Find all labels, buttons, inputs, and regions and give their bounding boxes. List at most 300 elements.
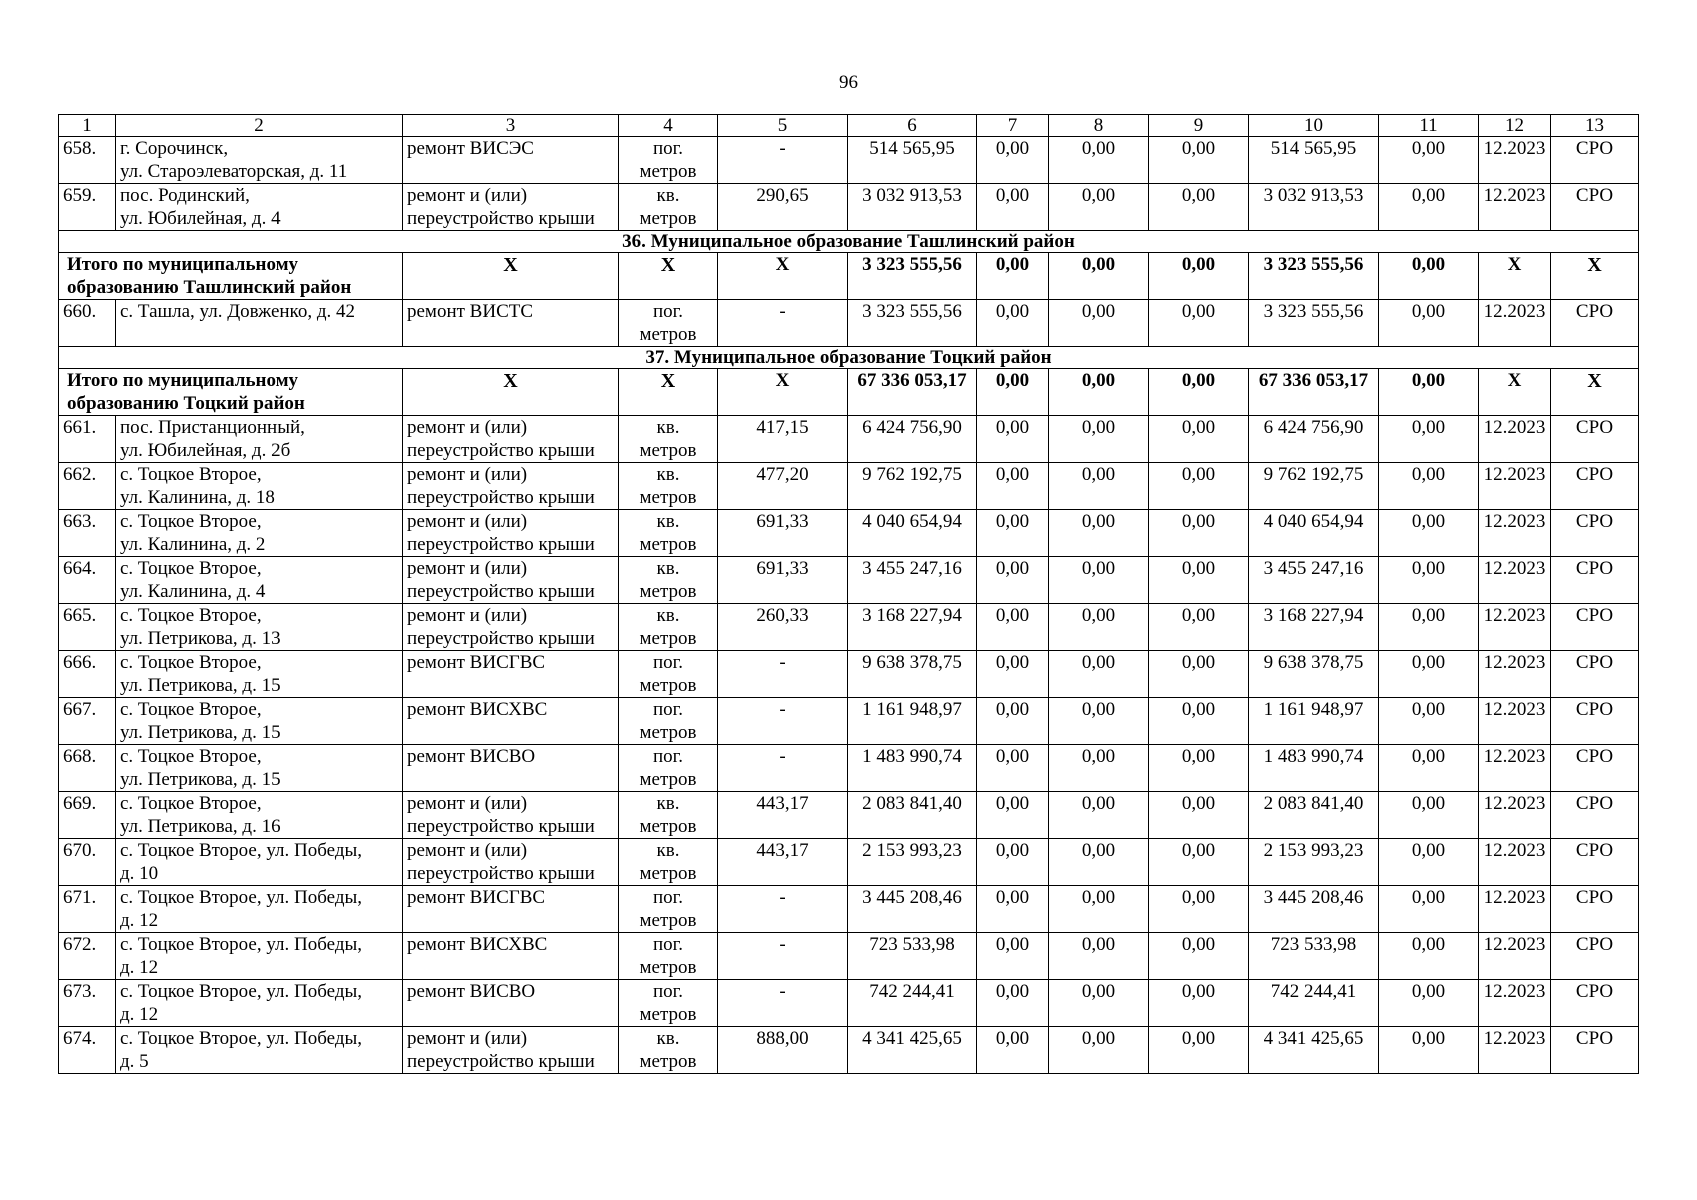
- line-1: пог.: [652, 934, 684, 955]
- value-cell-c8: 0,00: [1049, 1027, 1149, 1074]
- value-cell-c12: 12.2023: [1479, 510, 1551, 557]
- address-cell: [116, 463, 403, 510]
- table-row: [59, 980, 1639, 1027]
- unit-cell: [619, 839, 718, 886]
- line-1: ремонт и (или): [407, 558, 528, 579]
- value-cell-c11: 0,00: [1379, 651, 1479, 698]
- value-cell-c8: 0,00: [1049, 416, 1149, 463]
- value-cell-c11: 0,00: [1379, 933, 1479, 980]
- value-cell-c7: 0,00: [977, 839, 1049, 886]
- value-cell-c5: -: [718, 886, 848, 933]
- line-2: метров: [639, 1004, 697, 1025]
- value-cell-c6: 2 153 993,23: [848, 839, 977, 886]
- value-cell-c12: 12.2023: [1479, 184, 1551, 231]
- value-cell-c12: 12.2023: [1479, 1027, 1551, 1074]
- unit-cell: [619, 651, 718, 698]
- value-cell-c9: 0,00: [1149, 416, 1249, 463]
- value-cell-c10: 6 424 756,90: [1249, 416, 1379, 463]
- value-cell-c11: 0,00: [1379, 557, 1479, 604]
- value-cell-c12: 12.2023: [1479, 980, 1551, 1027]
- address-line-1: с. Тоцкое Второе,: [120, 605, 262, 626]
- address-line-2: ул. Петрикова, д. 15: [120, 722, 281, 743]
- value-cell-c5: 691,33: [718, 557, 848, 604]
- row-number: 661.: [59, 416, 116, 463]
- address-cell: [116, 510, 403, 557]
- value-cell-c9: 0,00: [1149, 886, 1249, 933]
- line-1: кв.: [656, 558, 680, 579]
- address-line-1: с. Тоцкое Второе,: [120, 464, 262, 485]
- line-1: ремонт ВИСТС: [407, 301, 534, 322]
- line-2: метров: [639, 722, 697, 743]
- address-line-1: пос. Пристанционный,: [120, 417, 305, 438]
- line-1: ремонт и (или): [407, 417, 528, 438]
- line-2: переустройство крыши: [407, 816, 595, 837]
- operator-cell: СРО: [1551, 980, 1639, 1027]
- work-type-cell: [403, 510, 619, 557]
- column-number: 2: [116, 115, 403, 137]
- row-number: 672.: [59, 933, 116, 980]
- address-line-2: ул. Калинина, д. 2: [120, 534, 266, 555]
- address-cell: [116, 557, 403, 604]
- value-cell-c9: 0,00: [1149, 745, 1249, 792]
- column-number: 8: [1049, 115, 1149, 137]
- total-cell-c9: 0,00: [1149, 369, 1249, 416]
- value-cell-c7: 0,00: [977, 980, 1049, 1027]
- value-cell-c8: 0,00: [1049, 698, 1149, 745]
- value-cell-c6: 2 083 841,40: [848, 792, 977, 839]
- address-cell: [116, 651, 403, 698]
- line-2: метров: [639, 769, 697, 790]
- address-cell: [116, 300, 403, 347]
- work-type-cell: [403, 933, 619, 980]
- address-line-2: ул. Петрикова, д. 16: [120, 816, 281, 837]
- total-cell-c10: 67 336 053,17: [1249, 369, 1379, 416]
- column-number: 9: [1149, 115, 1249, 137]
- work-type-cell: [403, 137, 619, 184]
- total-cell-c3: X: [403, 369, 619, 416]
- value-cell-c11: 0,00: [1379, 463, 1479, 510]
- address-line-1: с. Тоцкое Второе, ул. Победы,: [120, 1028, 362, 1049]
- column-number: 7: [977, 115, 1049, 137]
- value-cell-c12: 12.2023: [1479, 557, 1551, 604]
- capital-repair-table: [58, 114, 1639, 1074]
- row-number: 669.: [59, 792, 116, 839]
- unit-cell: [619, 510, 718, 557]
- operator-cell: СРО: [1551, 300, 1639, 347]
- row-number: 673.: [59, 980, 116, 1027]
- line-1: кв.: [656, 840, 680, 861]
- value-cell-c6: 9 762 192,75: [848, 463, 977, 510]
- table-row: [59, 886, 1639, 933]
- operator-cell: СРО: [1551, 416, 1639, 463]
- total-cell-c10: 3 323 555,56: [1249, 253, 1379, 300]
- value-cell-c5: -: [718, 300, 848, 347]
- row-number: 660.: [59, 300, 116, 347]
- line-2: переустройство крыши: [407, 487, 595, 508]
- address-line-2: ул. Калинина, д. 4: [120, 581, 266, 602]
- value-cell-c5: 443,17: [718, 792, 848, 839]
- row-number: 663.: [59, 510, 116, 557]
- unit-cell: [619, 698, 718, 745]
- column-number: 6: [848, 115, 977, 137]
- total-cell-c12: X: [1479, 369, 1551, 416]
- value-cell-c5: 443,17: [718, 839, 848, 886]
- total-cell-c7: 0,00: [977, 369, 1049, 416]
- address-line-2: д. 5: [120, 1051, 149, 1072]
- line-1: ремонт ВИСХВС: [407, 934, 548, 955]
- value-cell-c5: 888,00: [718, 1027, 848, 1074]
- unit-cell: [619, 933, 718, 980]
- value-cell-c9: 0,00: [1149, 557, 1249, 604]
- operator-cell: СРО: [1551, 604, 1639, 651]
- line-2: переустройство крыши: [407, 534, 595, 555]
- unit-cell: [619, 300, 718, 347]
- line-2: переустройство крыши: [407, 1051, 595, 1072]
- value-cell-c10: 2 153 993,23: [1249, 839, 1379, 886]
- value-cell-c7: 0,00: [977, 1027, 1049, 1074]
- total-cell-c8: 0,00: [1049, 369, 1149, 416]
- value-cell-c9: 0,00: [1149, 698, 1249, 745]
- line-1: кв.: [656, 185, 680, 206]
- value-cell-c7: 0,00: [977, 792, 1049, 839]
- unit-cell: [619, 416, 718, 463]
- operator-cell: СРО: [1551, 184, 1639, 231]
- value-cell-c5: -: [718, 698, 848, 745]
- address-line-1: с. Тоцкое Второе, ул. Победы,: [120, 981, 362, 1002]
- address-line-1: с. Тоцкое Второе, ул. Победы,: [120, 840, 362, 861]
- operator-cell: СРО: [1551, 886, 1639, 933]
- address-line-1: с. Тоцкое Второе,: [120, 652, 262, 673]
- row-number: 667.: [59, 698, 116, 745]
- operator-cell: СРО: [1551, 1027, 1639, 1074]
- table-row: [59, 137, 1639, 184]
- value-cell-c6: 3 168 227,94: [848, 604, 977, 651]
- total-cell-c6: 67 336 053,17: [848, 369, 977, 416]
- value-cell-c12: 12.2023: [1479, 651, 1551, 698]
- row-number: 666.: [59, 651, 116, 698]
- row-number: 662.: [59, 463, 116, 510]
- value-cell-c12: 12.2023: [1479, 300, 1551, 347]
- line-2: метров: [639, 863, 697, 884]
- address-line-2: ул. Петрикова, д. 15: [120, 675, 281, 696]
- value-cell-c7: 0,00: [977, 933, 1049, 980]
- value-cell-c6: 1 161 948,97: [848, 698, 977, 745]
- value-cell-c7: 0,00: [977, 510, 1049, 557]
- value-cell-c12: 12.2023: [1479, 745, 1551, 792]
- value-cell-c12: 12.2023: [1479, 463, 1551, 510]
- value-cell-c7: 0,00: [977, 651, 1049, 698]
- value-cell-c10: 3 455 247,16: [1249, 557, 1379, 604]
- value-cell-c10: 723 533,98: [1249, 933, 1379, 980]
- total-cell-c4: X: [619, 369, 718, 416]
- value-cell-c9: 0,00: [1149, 510, 1249, 557]
- value-cell-c11: 0,00: [1379, 886, 1479, 933]
- table-row: [59, 1027, 1639, 1074]
- value-cell-c6: 3 445 208,46: [848, 886, 977, 933]
- value-cell-c8: 0,00: [1049, 184, 1149, 231]
- total-cell-c4: X: [619, 253, 718, 300]
- value-cell-c10: 9 638 378,75: [1249, 651, 1379, 698]
- address-cell: [116, 184, 403, 231]
- value-cell-c11: 0,00: [1379, 698, 1479, 745]
- row-number: 659.: [59, 184, 116, 231]
- column-number: 12: [1479, 115, 1551, 137]
- value-cell-c5: 290,65: [718, 184, 848, 231]
- value-cell-c7: 0,00: [977, 557, 1049, 604]
- line-1: ремонт ВИСГВС: [407, 887, 546, 908]
- total-label: [59, 369, 403, 416]
- operator-cell: СРО: [1551, 698, 1639, 745]
- line-1: кв.: [656, 793, 680, 814]
- line-1: ремонт ВИСХВС: [407, 699, 548, 720]
- operator-cell: СРО: [1551, 137, 1639, 184]
- address-line-1: с. Тоцкое Второе,: [120, 699, 262, 720]
- value-cell-c8: 0,00: [1049, 557, 1149, 604]
- operator-cell: СРО: [1551, 745, 1639, 792]
- value-cell-c8: 0,00: [1049, 745, 1149, 792]
- value-cell-c12: 12.2023: [1479, 698, 1551, 745]
- value-cell-c7: 0,00: [977, 416, 1049, 463]
- value-cell-c12: 12.2023: [1479, 792, 1551, 839]
- value-cell-c11: 0,00: [1379, 510, 1479, 557]
- line-2: метров: [639, 534, 697, 555]
- value-cell-c8: 0,00: [1049, 839, 1149, 886]
- value-cell-c5: -: [718, 933, 848, 980]
- line-1: пог.: [652, 699, 684, 720]
- value-cell-c11: 0,00: [1379, 839, 1479, 886]
- address-line-1: с. Тоцкое Второе, ул. Победы,: [120, 887, 362, 908]
- address-line-1: с. Ташла, ул. Довженко, д. 42: [120, 301, 355, 322]
- value-cell-c11: 0,00: [1379, 137, 1479, 184]
- table-row: [59, 651, 1639, 698]
- value-cell-c5: -: [718, 980, 848, 1027]
- address-cell: [116, 745, 403, 792]
- value-cell-c10: 3 168 227,94: [1249, 604, 1379, 651]
- line-1: Итого по муниципальному: [67, 254, 299, 275]
- line-1: ремонт и (или): [407, 605, 528, 626]
- address-line-1: пос. Родинский,: [120, 185, 250, 206]
- section-heading-row: [59, 347, 1639, 369]
- value-cell-c8: 0,00: [1049, 604, 1149, 651]
- value-cell-c12: 12.2023: [1479, 416, 1551, 463]
- row-number: 665.: [59, 604, 116, 651]
- value-cell-c10: 3 445 208,46: [1249, 886, 1379, 933]
- line-1: кв.: [656, 511, 680, 532]
- row-number: 658.: [59, 137, 116, 184]
- line-1: ремонт и (или): [407, 840, 528, 861]
- operator-cell: СРО: [1551, 933, 1639, 980]
- line-1: Итого по муниципальному: [67, 370, 299, 391]
- line-1: ремонт ВИСЭС: [407, 138, 534, 159]
- unit-cell: [619, 886, 718, 933]
- value-cell-c12: 12.2023: [1479, 933, 1551, 980]
- line-2: метров: [639, 1051, 697, 1072]
- address-line-1: с. Тоцкое Второе, ул. Победы,: [120, 934, 362, 955]
- value-cell-c8: 0,00: [1049, 980, 1149, 1027]
- table-row: [59, 745, 1639, 792]
- page-number: 96: [839, 72, 858, 93]
- work-type-cell: [403, 886, 619, 933]
- line-1: кв.: [656, 464, 680, 485]
- value-cell-c10: 3 323 555,56: [1249, 300, 1379, 347]
- line-1: пог.: [652, 981, 684, 1002]
- value-cell-c10: 9 762 192,75: [1249, 463, 1379, 510]
- address-line-1: с. Тоцкое Второе,: [120, 511, 262, 532]
- value-cell-c9: 0,00: [1149, 300, 1249, 347]
- value-cell-c7: 0,00: [977, 184, 1049, 231]
- total-row: [59, 253, 1639, 300]
- value-cell-c10: 1 161 948,97: [1249, 698, 1379, 745]
- line-2: метров: [639, 910, 697, 931]
- address-line-2: д. 10: [120, 863, 159, 884]
- line-2: переустройство крыши: [407, 863, 595, 884]
- table-row: [59, 463, 1639, 510]
- line-1: пог.: [652, 652, 684, 673]
- section-title: 36. Муниципальное образование Ташлинский район: [59, 231, 1639, 253]
- line-2: образованию Ташлинский район: [67, 277, 352, 298]
- line-1: пог.: [652, 746, 684, 767]
- unit-cell: [619, 604, 718, 651]
- line-2: переустройство крыши: [407, 581, 595, 602]
- line-2: переустройство крыши: [407, 440, 595, 461]
- line-2: метров: [639, 440, 697, 461]
- value-cell-c10: 1 483 990,74: [1249, 745, 1379, 792]
- total-cell-c13: X: [1551, 369, 1639, 416]
- value-cell-c9: 0,00: [1149, 1027, 1249, 1074]
- line-2: образованию Тоцкий район: [67, 393, 305, 414]
- value-cell-c8: 0,00: [1049, 886, 1149, 933]
- value-cell-c8: 0,00: [1049, 463, 1149, 510]
- table-row: [59, 557, 1639, 604]
- column-number: 4: [619, 115, 718, 137]
- value-cell-c11: 0,00: [1379, 184, 1479, 231]
- total-cell-c11: 0,00: [1379, 369, 1479, 416]
- table-row: [59, 416, 1639, 463]
- table-row: [59, 184, 1639, 231]
- value-cell-c7: 0,00: [977, 886, 1049, 933]
- value-cell-c10: 742 244,41: [1249, 980, 1379, 1027]
- value-cell-c8: 0,00: [1049, 510, 1149, 557]
- address-line-2: д. 12: [120, 910, 159, 931]
- section-title: 37. Муниципальное образование Тоцкий район: [59, 347, 1639, 369]
- line-2: метров: [639, 957, 697, 978]
- value-cell-c5: -: [718, 137, 848, 184]
- value-cell-c9: 0,00: [1149, 980, 1249, 1027]
- operator-cell: СРО: [1551, 463, 1639, 510]
- value-cell-c6: 4 040 654,94: [848, 510, 977, 557]
- row-number: 671.: [59, 886, 116, 933]
- address-cell: [116, 416, 403, 463]
- line-1: ремонт и (или): [407, 1028, 528, 1049]
- address-line-1: с. Тоцкое Второе,: [120, 793, 262, 814]
- unit-cell: [619, 557, 718, 604]
- value-cell-c5: 691,33: [718, 510, 848, 557]
- row-number: 674.: [59, 1027, 116, 1074]
- value-cell-c12: 12.2023: [1479, 839, 1551, 886]
- address-cell: [116, 1027, 403, 1074]
- value-cell-c8: 0,00: [1049, 933, 1149, 980]
- line-2: переустройство крыши: [407, 208, 595, 229]
- line-1: кв.: [656, 605, 680, 626]
- work-type-cell: [403, 300, 619, 347]
- work-type-cell: [403, 651, 619, 698]
- value-cell-c9: 0,00: [1149, 651, 1249, 698]
- operator-cell: СРО: [1551, 510, 1639, 557]
- value-cell-c7: 0,00: [977, 604, 1049, 651]
- value-cell-c9: 0,00: [1149, 839, 1249, 886]
- value-cell-c7: 0,00: [977, 137, 1049, 184]
- value-cell-c11: 0,00: [1379, 300, 1479, 347]
- value-cell-c10: 3 032 913,53: [1249, 184, 1379, 231]
- value-cell-c9: 0,00: [1149, 137, 1249, 184]
- operator-cell: СРО: [1551, 792, 1639, 839]
- value-cell-c5: -: [718, 745, 848, 792]
- address-cell: [116, 839, 403, 886]
- line-2: метров: [639, 581, 697, 602]
- table-row: [59, 933, 1639, 980]
- value-cell-c11: 0,00: [1379, 980, 1479, 1027]
- unit-cell: [619, 137, 718, 184]
- value-cell-c9: 0,00: [1149, 933, 1249, 980]
- value-cell-c5: 260,33: [718, 604, 848, 651]
- table-row: [59, 792, 1639, 839]
- line-2: метров: [639, 487, 697, 508]
- unit-cell: [619, 184, 718, 231]
- value-cell-c8: 0,00: [1049, 137, 1149, 184]
- table-row: [59, 300, 1639, 347]
- column-number: 5: [718, 115, 848, 137]
- address-cell: [116, 792, 403, 839]
- value-cell-c12: 12.2023: [1479, 604, 1551, 651]
- address-line-2: ул. Калинина, д. 18: [120, 487, 275, 508]
- value-cell-c6: 514 565,95: [848, 137, 977, 184]
- value-cell-c10: 4 341 425,65: [1249, 1027, 1379, 1074]
- address-line-1: г. Сорочинск,: [120, 138, 229, 159]
- value-cell-c7: 0,00: [977, 698, 1049, 745]
- value-cell-c6: 3 455 247,16: [848, 557, 977, 604]
- value-cell-c8: 0,00: [1049, 792, 1149, 839]
- address-cell: [116, 980, 403, 1027]
- total-label: [59, 253, 403, 300]
- table-row: [59, 839, 1639, 886]
- total-cell-c3: X: [403, 253, 619, 300]
- address-line-2: д. 12: [120, 1004, 159, 1025]
- value-cell-c7: 0,00: [977, 745, 1049, 792]
- total-cell-c12: X: [1479, 253, 1551, 300]
- line-1: ремонт и (или): [407, 464, 528, 485]
- value-cell-c11: 0,00: [1379, 792, 1479, 839]
- value-cell-c6: 723 533,98: [848, 933, 977, 980]
- unit-cell: [619, 1027, 718, 1074]
- value-cell-c7: 0,00: [977, 300, 1049, 347]
- row-number: 664.: [59, 557, 116, 604]
- column-number: 1: [59, 115, 116, 137]
- value-cell-c5: 417,15: [718, 416, 848, 463]
- address-line-2: ул. Петрикова, д. 13: [120, 628, 281, 649]
- value-cell-c12: 12.2023: [1479, 886, 1551, 933]
- value-cell-c11: 0,00: [1379, 416, 1479, 463]
- unit-cell: [619, 792, 718, 839]
- unit-cell: [619, 980, 718, 1027]
- address-line-2: ул. Петрикова, д. 15: [120, 769, 281, 790]
- value-cell-c6: 3 032 913,53: [848, 184, 977, 231]
- column-number-row: [59, 115, 1639, 137]
- line-2: переустройство крыши: [407, 628, 595, 649]
- value-cell-c12: 12.2023: [1479, 137, 1551, 184]
- work-type-cell: [403, 184, 619, 231]
- total-row: [59, 369, 1639, 416]
- line-1: кв.: [656, 417, 680, 438]
